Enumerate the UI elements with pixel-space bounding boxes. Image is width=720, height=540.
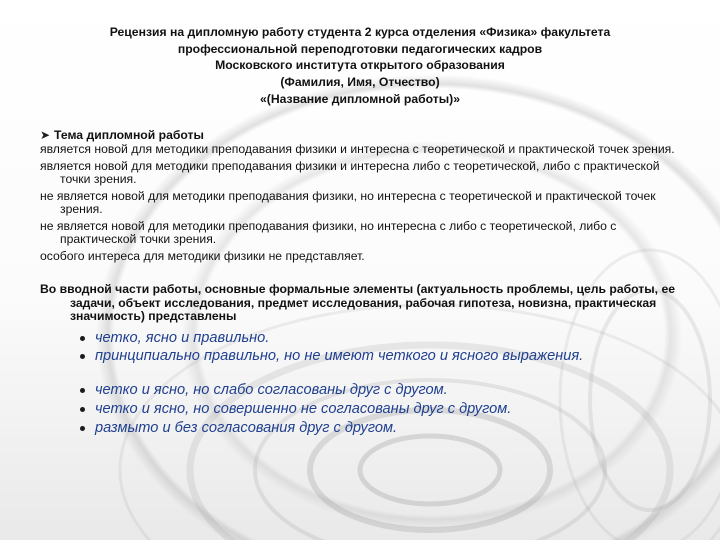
title-line: Московского института открытого образования: [215, 58, 505, 73]
bullet-dot-icon: [80, 426, 85, 431]
title-line: Рецензия на дипломную работу студента 2 курса отделения «Физика» факультета: [109, 25, 611, 39]
topic-option: не является новой для методики преподавания физики, но интересна с либо с теоретической, либо с практической точки зрения.: [40, 219, 617, 246]
bullet-dot-icon: [80, 354, 85, 359]
topic-label: Тема дипломной работы: [54, 128, 204, 142]
evaluation-text: четко и ясно, но совершенно не согласованы друг с другом.: [95, 401, 512, 417]
intro-paragraph: Во вводной части работы, основные формальные элементы (актуальность проблемы, цель работы, ее задачи, объект исследования, предмет исследования, рабочая гипотеза, новизна, практическая значимость) представлены: [40, 282, 676, 324]
bullet-dot-icon: [80, 336, 85, 341]
topic-heading: [40, 128, 204, 142]
topic-options-list: [40, 143, 680, 267]
evaluation-text: четко, ясно и правильно.: [95, 330, 270, 346]
evaluation-text: размыто и без согласования друг с другом.: [95, 420, 398, 436]
arrow-bullet-icon: ➤: [40, 128, 51, 142]
evaluation-text: четко и ясно, но слабо согласованы друг с другом.: [95, 382, 448, 398]
evaluation-text: принципиально правильно, но не имеют четкого и ясного выражения.: [95, 348, 584, 364]
topic-option: является новой для методики преподавания физики и интересна либо с теоретической, либо с практической точки зрения.: [40, 159, 660, 186]
topic-option: особого интереса для методики физики не представляет.: [40, 249, 365, 263]
title-line: (Фамилия, Имя, Отчество): [280, 75, 440, 90]
bullet-dot-icon: [80, 388, 85, 393]
title-line: «(Название дипломной работы)»: [259, 91, 460, 106]
title-line: профессиональной переподготовки педагогических кадров: [177, 41, 543, 56]
topic-option: не является новой для методики преподавания физики, но интересна с теоретической и практической точек зрения.: [40, 189, 656, 216]
bullet-dot-icon: [80, 407, 85, 412]
review-title: [40, 24, 680, 108]
topic-option: является новой для методики преподавания физики и интересна с теоретической и практической точек зрения.: [40, 142, 675, 156]
